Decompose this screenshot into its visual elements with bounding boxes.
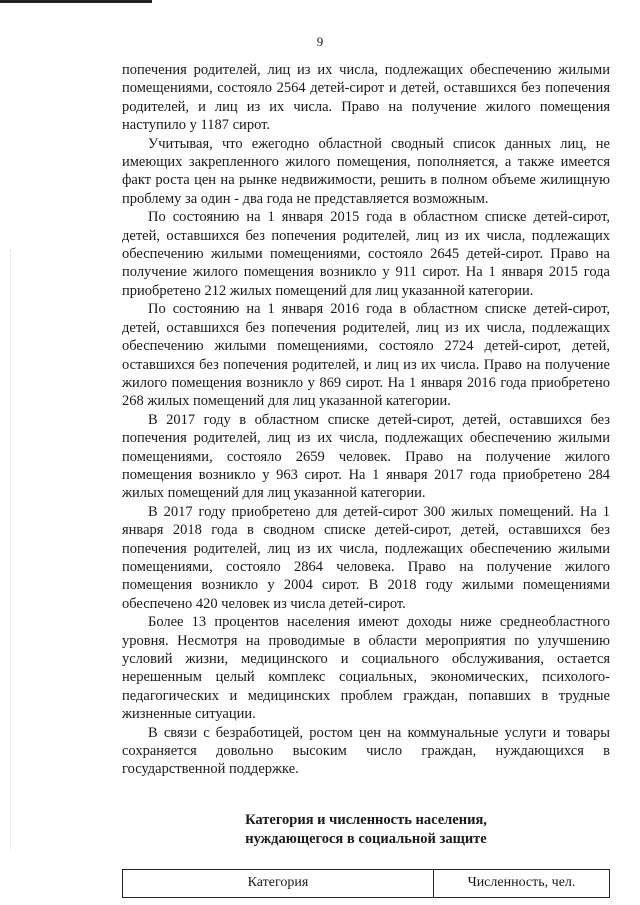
document-body <box>122 61 610 898</box>
table-header-row <box>123 869 610 897</box>
header-count: Численность, чел. <box>434 869 610 897</box>
paragraph-unemployment: В связи с безработицей, ростом цен на коммунальные услуги и товары сохраняется довольно высоким число граждан, нуждающихся в государственной поддержке. <box>122 724 610 778</box>
header-category: Категория <box>123 869 434 897</box>
paragraph-income: Более 13 процентов населения имеют доходы ниже среднеобластного уровня. Несмотря на проводимые в области мероприятия по улучшению условий жизни, медицинского и социального обслуживания, остается нерешенным целый комплекс социальных, экономических, психолого-педагогических и медицинских проблем граждан, попавших в трудные жизненные ситуации. <box>122 614 610 723</box>
top-rule <box>0 0 152 3</box>
paragraph-2016: По состоянию на 1 января 2016 года в областном списке детей-сирот, детей, оставшихся без попечения родителей, лиц из их числа, подлежащих обеспечению жилыми помещениями, состояло 2724 детей-сирот, детей, оставшихся без попечения родителей, и лиц из их числа. Право на получение жилого помещения возникло у 869 сирот. На 1 января 2016 года приобретено 268 жилых помещений для лиц указанной категории. <box>122 301 610 410</box>
table-title-line-1: Категория и численность населения, <box>245 811 487 828</box>
page-number: 9 <box>316 34 324 49</box>
population-category-table <box>122 869 610 898</box>
scan-margin-marks <box>10 250 21 850</box>
table-title-line-2: нуждающегося в социальной защите <box>245 830 487 847</box>
paragraph-2015: По состоянию на 1 января 2015 года в областном списке детей-сирот, детей, оставшихся без попечения родителей, лиц из их числа, подлежащих обеспечению жилыми помещениями, состояло 2645 детей-сирот. Право на получение жилого помещения возникло у 911 сирот. На 1 января 2015 года приобретено 212 жилых помещений для лиц указанной категории. <box>122 209 610 299</box>
paragraph-2017: В 2017 году в областном списке детей-сирот, детей, оставшихся без попечения родителей, лиц из их числа, подлежащих обеспечению жилыми помещениями, состояло 2659 человек. Право на получение жилого помещения возникло у 963 сирот. На 1 января 2017 года приобретено 284 жилых помещений для лиц указанной категории. <box>122 411 610 502</box>
table-title <box>122 811 610 849</box>
paragraph-housing-list: Учитывая, что ежегодно областной сводный список данных лиц, не имеющих закрепленного жилого помещения, пополняется, а также имеется факт роста цен на рынке недвижимости, решить в полном объеме жилищную проблему за один - два года не представляется возможным. <box>122 135 610 207</box>
paragraph-continuation: попечения родителей, лиц из их числа, подлежащих обеспечению жилыми помещениями, состояло 2564 детей-сирот и детей, оставшихся без попечения родителей, и лиц из их числа. Право на получение жилого помещения наступило у 1187 сирот. <box>122 62 610 134</box>
paragraph-2018: В 2017 году приобретено для детей-сирот 300 жилых помещений. На 1 января 2018 года в сводном списке детей-сирот, детей, оставшихся без попечения родителей, лиц из их числа, подлежащих обеспечению жилыми помещениями, состояло 2864 человека. Право на получение жилого помещения возникло у 2004 сирот. В 2018 году жилыми помещениями обеспечено 420 человек из числа детей-сирот. <box>122 503 610 612</box>
